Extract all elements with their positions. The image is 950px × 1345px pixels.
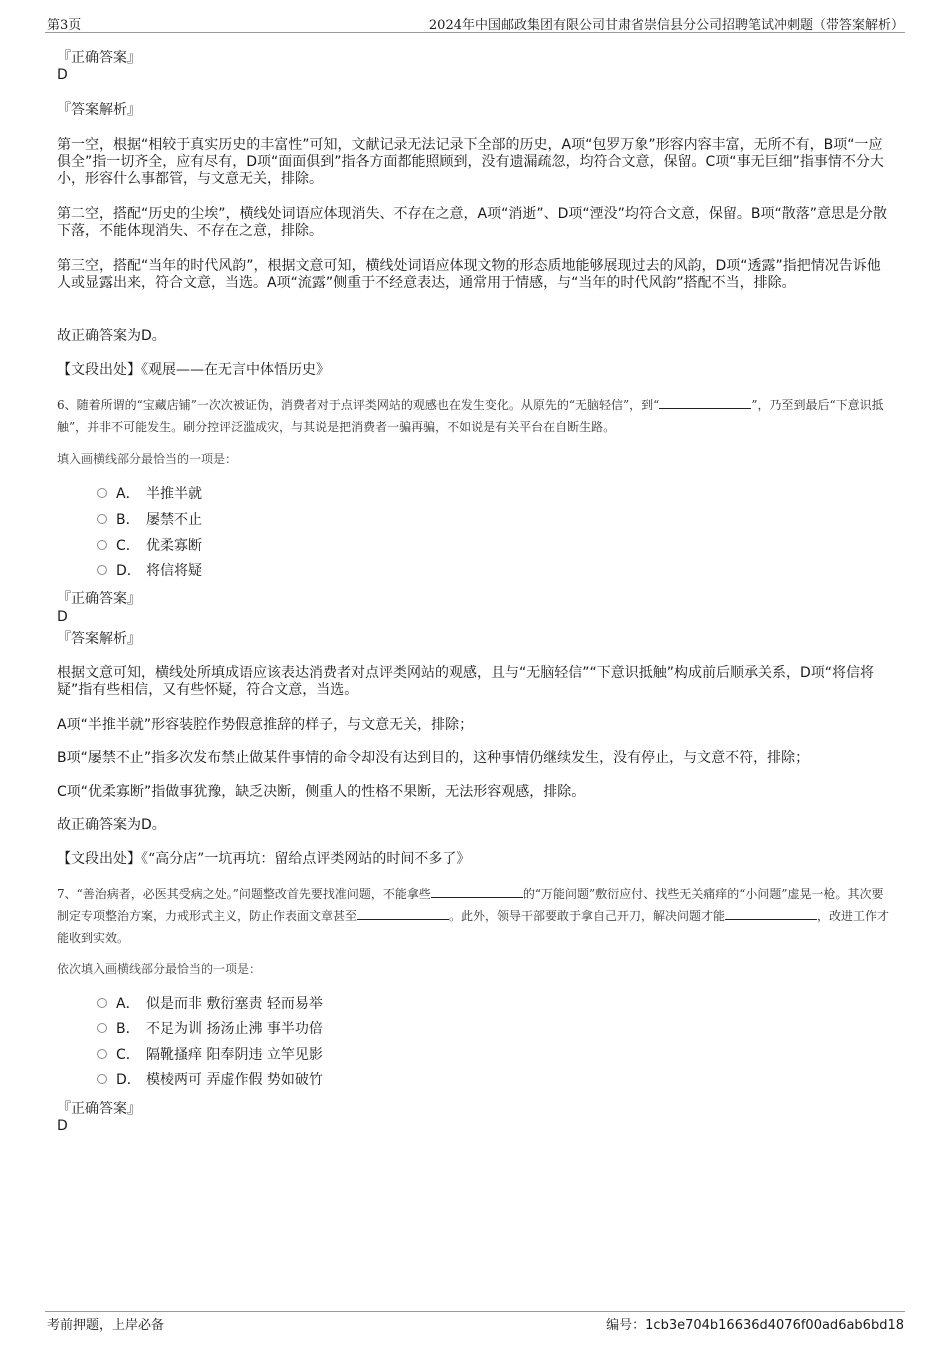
answer-value: D [57, 609, 68, 625]
page-number: 第3页 [47, 18, 82, 33]
analysis-paragraph: 第二空，搭配“历史的尘埃”，横线处词语应体现消失、不存在之意，A项“消逝”、D项“湮没”均符合文意，保留。B项“散落”意思是分散下落，不能体现消失、不存在之意，排除。 [57, 206, 887, 239]
radio-button-icon[interactable] [97, 1049, 107, 1059]
option-d[interactable]: D． 模棱两可 弄虚作假 势如破竹 [97, 1070, 323, 1090]
question-stem: 7、“善治病者，必医其受病之处。”问题整改首先要找准问题，不能拿些 的“万能问题”敷衍应付、找些无关痛痒的“小问题”虚晃一枪。其次要制定专项整治方案，力戒形式主义，防止作表面文章甚至 。此外，领导干部要敢于拿自己开刀，解决问题才能 ，改进工作才能收到实效。 [57, 883, 895, 949]
option-a[interactable]: A． 半推半就 [97, 484, 202, 504]
answer-label: 『正确答案』 [57, 1101, 141, 1117]
answer-value: D [57, 1118, 68, 1134]
document-code: 编号：1cb3e704b16636d4076f00ad6ab6bd18 [606, 1318, 904, 1333]
radio-button-icon[interactable] [97, 998, 107, 1008]
analysis-label: 『答案解析』 [57, 102, 141, 118]
document-title: 2024年中国邮政集团有限公司甘肃省崇信县分公司招聘笔试冲刺题（带答案解析） [428, 18, 904, 33]
source-citation: 【文段出处】《观展——在无言中体悟历史》 [57, 362, 330, 378]
radio-button-icon[interactable] [97, 488, 107, 498]
option-a[interactable]: A． 似是而非 敷衍塞责 轻而易举 [97, 994, 323, 1014]
option-b[interactable]: B． 屡禁不止 [97, 510, 202, 530]
answer-label: 『正确答案』 [57, 591, 141, 607]
option-c[interactable]: C． 优柔寡断 [97, 536, 202, 556]
option-c[interactable]: C． 隔靴搔痒 阳奉阴违 立竿见影 [97, 1045, 323, 1065]
analysis-paragraph: 根据文意可知，横线处所填成语应该表达消费者对点评类网站的观感，且与“无脑轻信”“下意识抵触”构成前后顺承关系，D项“将信将疑”指有些相信，又有些怀疑，符合文意，当选。 [57, 665, 875, 698]
question-prompt: 填入画横线部分最恰当的一项是： [57, 452, 238, 466]
radio-button-icon[interactable] [97, 514, 107, 524]
radio-button-icon[interactable] [97, 565, 107, 575]
source-citation: 【文段出处】《“高分店”一坑再坑：留给点评类网站的时间不多了》 [57, 851, 471, 867]
fill-blank [431, 884, 523, 898]
radio-button-icon[interactable] [97, 1074, 107, 1084]
footer-slogan: 考前押题，上岸必备 [47, 1318, 165, 1333]
radio-button-icon[interactable] [97, 1023, 107, 1033]
answer-label: 『正确答案』 [57, 50, 141, 66]
conclusion: 故正确答案为D。 [57, 328, 166, 344]
fill-blank [725, 906, 817, 920]
question-stem: 6、随着所谓的“宝藏店铺”一次次被证伪，消费者对于点评类网站的观感也在发生变化。从原先的“无脑轻信”，到“ ”，乃至到最后“下意识抵触”，并非不可能发生。刷分控评泛滥成灾，与其说是把消费者一骗再骗，不如说是有关平台在自断生路。 [57, 394, 895, 438]
question-prompt: 依次填入画横线部分最恰当的一项是： [57, 962, 262, 976]
analysis-label: 『答案解析』 [57, 631, 141, 647]
header-divider [45, 32, 905, 33]
option-d[interactable]: D． 将信将疑 [97, 561, 202, 581]
analysis-paragraph: 第三空，搭配“当年的时代风韵”，根据文意可知，横线处词语应体现文物的形态质地能够展现过去的风韵，D项“透露”指把情况告诉他人或显露出来，符合文意，当选。A项“流露”侧重于不经意表达，通常用于情感，与“当年的时代风韵”搭配不当，排除。 [57, 258, 881, 291]
fill-blank [357, 906, 449, 920]
analysis-paragraph: B项“屡禁不止”指多次发布禁止做某件事情的命令却没有达到目的，这种事情仍继续发生，没有停止，与文意不符，排除； [57, 750, 810, 766]
conclusion: 故正确答案为D。 [57, 817, 166, 833]
analysis-paragraph: 第一空，根据“相较于真实历史的丰富性”可知，文献记录无法记录下全部的历史，A项“包罗万象”形容内容丰富，无所不有，B项“一应俱全”指一切齐全，应有尽有，D项“面面俱到”指各方面都能照顾到，没有遗漏疏忽，均符合文意，保留。C项“事无巨细”指事情不分大小，形容什么事都管，与文意无关，排除。 [57, 137, 884, 187]
fill-blank [659, 395, 751, 409]
analysis-paragraph: A项“半推半就”形容装腔作势假意推辞的样子，与文意无关，排除； [57, 717, 474, 733]
footer-divider [45, 1311, 905, 1312]
answer-value: D [57, 67, 68, 83]
option-b[interactable]: B． 不足为训 扬汤止沸 事半功倍 [97, 1019, 323, 1039]
radio-button-icon[interactable] [97, 540, 107, 550]
analysis-paragraph: C项“优柔寡断”指做事犹豫，缺乏决断，侧重人的性格不果断，无法形容观感，排除。 [57, 784, 586, 800]
